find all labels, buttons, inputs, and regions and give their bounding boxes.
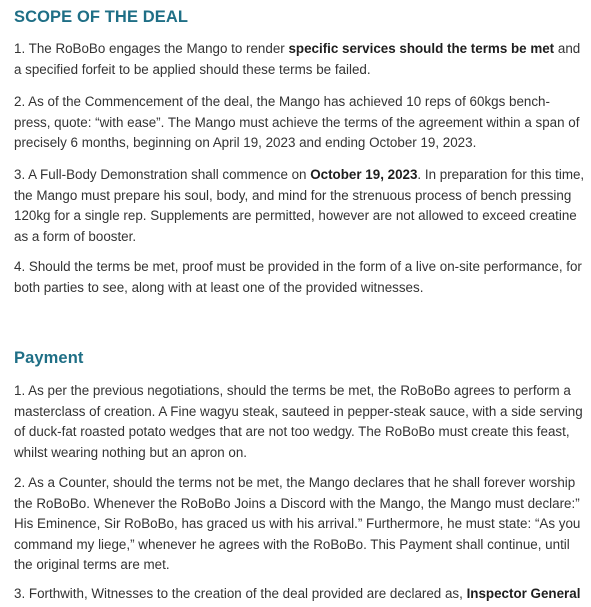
scope-p1-text-c: and a specified forfeit to be applied should these terms be failed. xyxy=(14,41,581,77)
scope-p3-text-c: . In preparation for this time, the Mango must prepare his soul, body, and mind for the strenuous process of bench pressing 120kg for a single rep. Supplements are permitted, however are not allowed to exceed creatine as a form of booster. xyxy=(14,167,585,244)
payment-p3-bold: Inspector General xyxy=(466,586,581,601)
scope-p3-text-a: 3. A Full-Body Demonstration shall commence on xyxy=(14,167,311,182)
section-title-scope: SCOPE OF THE DEAL xyxy=(14,8,189,26)
payment-paragraph-2: 2. As a Counter, should the terms not be met, the Mango declares that he shall forever worship the RoBoBo. Whenever the RoBoBo Joins a Discord with the Mango, the Mango must declare:” His Eminence, Sir RoBoBo, has graced us with his arrival.” Furthermore, he must state: “As you command my liege,” whenever he agrees with the RoBoBo. This Payment shall continue, until the original terms are met. xyxy=(14,475,581,572)
scope-paragraph-3 xyxy=(14,165,586,247)
section-title-payment: Payment xyxy=(14,349,84,367)
payment-p3-text-a: 3. Forthwith, Witnesses to the creation of the deal provided are declared as, xyxy=(14,586,467,601)
scope-paragraph-1 xyxy=(14,39,586,80)
scope-p3-bold-date: October 19, 2023 xyxy=(310,167,418,182)
scope-p1-text-a: 1. The RoBoBo engages the Mango to render xyxy=(14,41,289,56)
scope-paragraph-2: 2. As of the Commencement of the deal, the Mango has achieved 10 reps of 60kgs bench-press, quote: “with ease”. The Mango must achieve the terms of the agreement within a span of precisely 6 months, beginning on April 19, 2023 and ending October 19, 2023. xyxy=(14,94,580,150)
scope-paragraph-4: 4. Should the terms be met, proof must be provided in the form of a live on-site performance, for both parties to see, along with at least one of the provided witnesses. xyxy=(14,259,582,295)
payment-paragraph-3 xyxy=(14,584,586,605)
payment-paragraph-1: 1. As per the previous negotiations, should the terms be met, the RoBoBo agrees to perform a masterclass of creation. A Fine wagyu steak, sauteed in pepper-steak sauce, with a side serving of duck-fat roasted potato wedges that are not too wedgy. The RoBoBo must create this feast, whilst wearing nothing but an apron on. xyxy=(14,383,583,460)
scope-p1-bold: specific services should the terms be met xyxy=(288,41,555,56)
